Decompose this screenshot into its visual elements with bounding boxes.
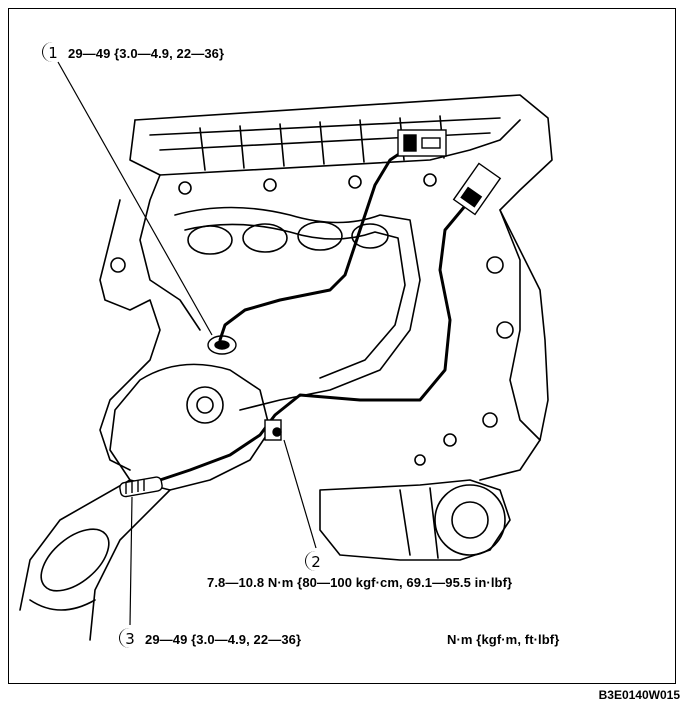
callout-number-1: 1	[44, 44, 62, 62]
units-legend: N·m {kgf·m, ft·lbf}	[447, 632, 560, 647]
callout-number-2: 2	[307, 553, 325, 571]
figure-code: B3E0140W015	[598, 688, 680, 702]
callout-number-3: 3	[121, 630, 139, 648]
callout-torque-3: 29—49 {3.0—4.9, 22—36}	[145, 632, 302, 647]
callout-torque-2: 7.8—10.8 N·m {80—100 kgf·cm, 69.1—95.5 in·lbf}	[207, 575, 513, 590]
callout-torque-1: 29—49 {3.0—4.9, 22—36}	[68, 46, 225, 61]
